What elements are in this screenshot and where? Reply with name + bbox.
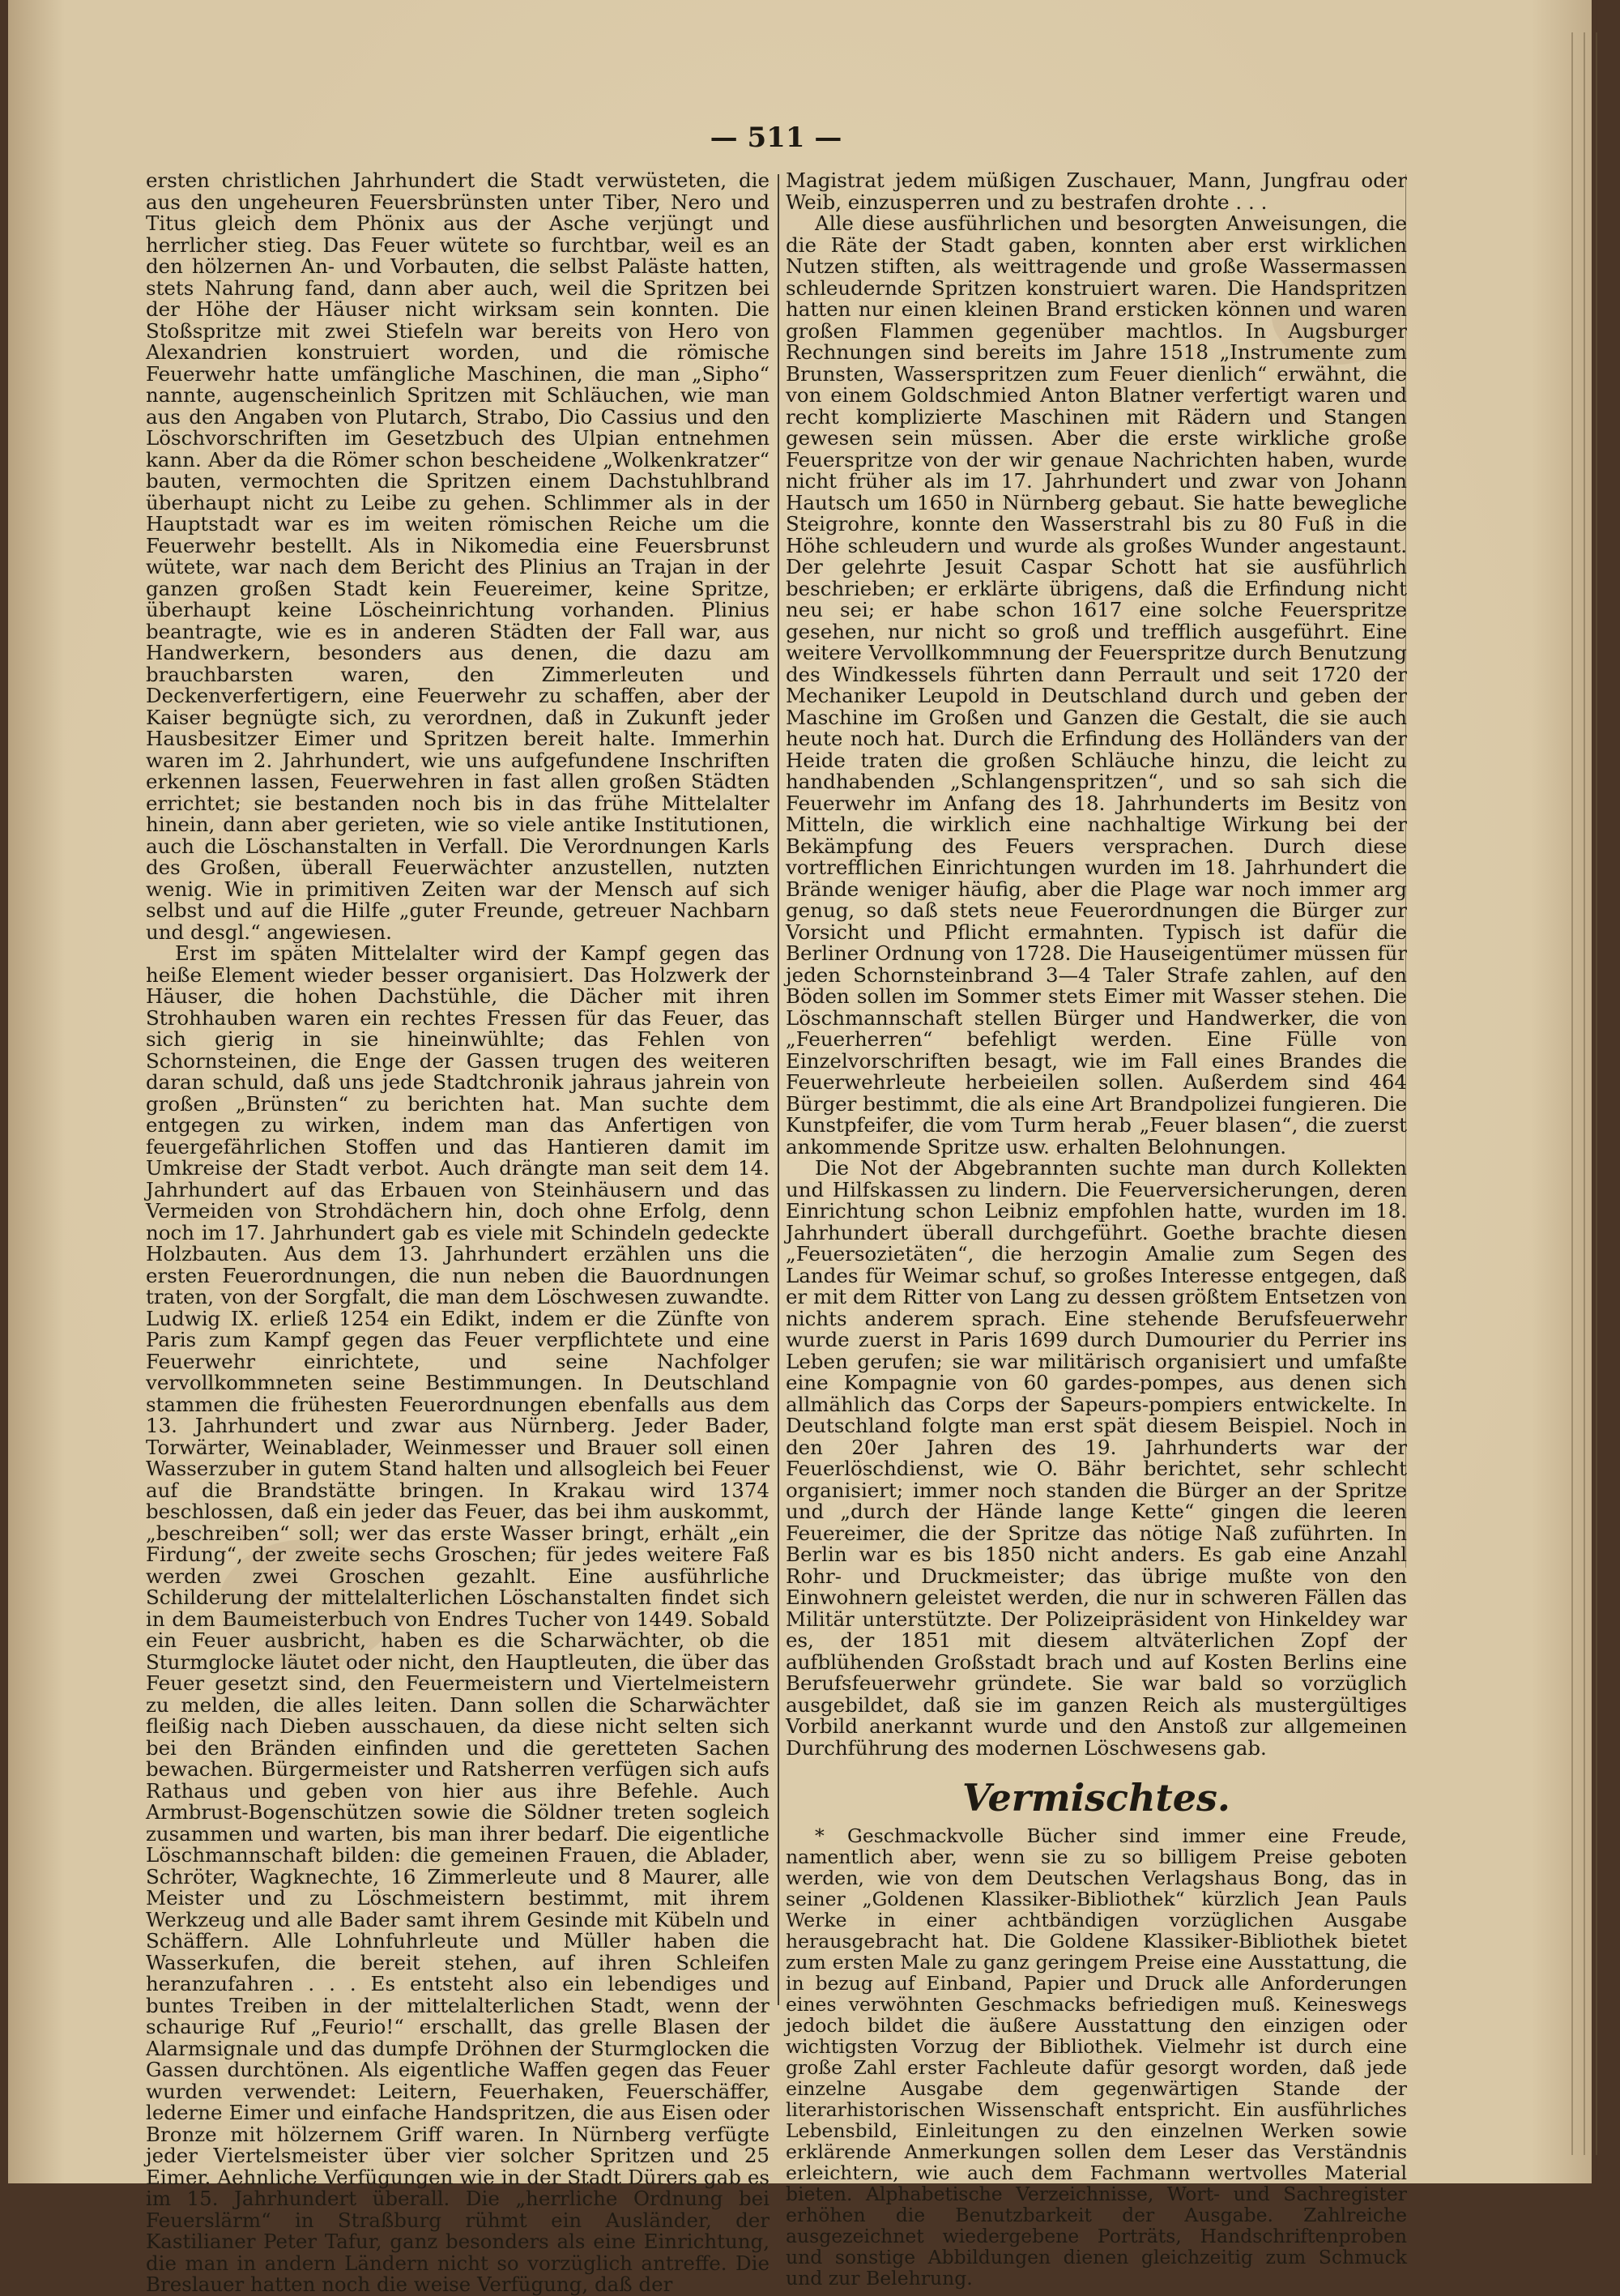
page-edge (1571, 32, 1583, 2155)
paragraph: Die Not der Abgebrannten suchte man durch Kollekten und Hilfskassen zu lindern. Die Feuerversicherungen, deren Einrichtung schon Leibniz empfohlen hatte, wurden im 18. Jahrhundert überall durchgeführt. Goethe brachte diesen „Feuersozietäten“, die herzogin Amalie zum Segen des Landes für Weimar schuf, so großes Interesse entgegen, daß er mit dem Ritter von Lang zu dessen größtem Entsetzen von nichts anderem sprach. Eine stehende Berufsfeuerwehr wurde zuerst in Paris 1699 durch Dumourier du Perrier ins Leben gerufen; sie war militärisch organisiert und umfaßte eine Kompagnie von 60 gardes-pompes, aus denen sich allmählich das Corps der Sapeurs-pompiers entwickelte. In Deutschland folgte man erst spät diesem Beispiel. Noch in den 20er Jahren des 19. Jahrhunderts war der Feuerlöschdienst, wie O. Bähr berichtet, sehr schlecht organisiert; immer noch standen die Bürger an der Spritze und „durch der Hände lange Kette“ gingen die leeren Feuereimer, die der Spritze das nötige Naß zuführten. In Berlin war es bis 1850 nicht anders. Es gab eine Anzahl Rohr- und Druckmeister; das übrige mußte von den Einwohnern geleistet werden, die nur in schweren Fällen das Militär unterstützte. Der Polizeipräsident von Hinkeldey war es, der 1851 mit diesem altväterlichen Zopf der aufblühenden Großstadt brach und auf Kosten Berlins eine Berufsfeuerwehr gründete. Sie war bald so vorzüglich ausgebildet, daß sie im ganzen Reich als mustergültiges Vorbild anerkannt wurde und den Anstoß zur allgemeinen Durchführung des modernen Löschwesens gab. (786, 1156, 1407, 1760)
page-number: — 511 — (710, 122, 842, 154)
column-divider (778, 174, 779, 2005)
page-edge (1596, 32, 1607, 2155)
paragraph: ersten christlichen Jahrhundert die Stadt verwüsteten, die aus den ungeheuren Feuersbrünsten unter Tiber, Nero und Titus gleich dem Phönix aus der Asche verjüngt und herrlicher stieg. Das Feuer wütete so furchtbar, weil es an den hölzernen An- und Vorbauten, die selbst Paläste hatten, stets Nahrung fand, dann aber auch, weil die Spritzen bei der Höhe der Häuser nicht wirksam sein konnten. Die Stoßspritze mit zwei Stiefeln war bereits von Hero von Alexandrien konstruiert worden, und die römische Feuerwehr hatte umfängliche Maschinen, die man „Sipho“ nannte, augenscheinlich Spritzen mit Schläuchen, wie man aus den Angaben von Plutarch, Strabo, Dio Cassius und den Löschvorschriften im Gesetzbuch des Ulpian entnehmen kann. Aber da die Römer schon bescheidene „Wolkenkratzer“ bauten, vermochten die Spritzen einem Dachstuhlbrand überhaupt nicht zu Leibe zu gehen. Schlimmer als in der Hauptstadt war es im weiten römischen Reiche um die Feuerwehr bestellt. Als in Nikomedia eine Feuersbrunst wütete, war nach dem Bericht des Plinius an Trajan in der ganzen großen Stadt kein Feuereimer, keine Spritze, überhaupt keine Löscheinrichtung vorhanden. Plinius beantragte, wie es in anderen Städten der Fall war, aus Handwerkern, besonders aus denen, die dazu am brauchbarsten waren, den Zimmerleuten und Deckenverfertigern, eine Feuerwehr zu schaffen, aber der Kaiser begnügte sich, zu verordnen, daß in Zukunft jeder Hausbesitzer Eimer und Spritzen bereit halte. Immerhin waren im 2. Jahrhundert, wie uns aufgefundene Inschriften erkennen lassen, Feuerwehren in fast allen großen Städten errichtet; sie bestanden noch bis in das frühe Mittelalter hinein, dann aber gerieten, wie so viele antike Institutionen, auch die Löschanstalten in Verfall. Die Verordnungen Karls des Großen, überall Feuerwächter anzustellen, nutzten wenig. Wie in primitiven Zeiten war der Mensch auf sich selbst und auf die Hilfe „guter Freunde, getreuer Nachbarn und desgl.“ angewiesen. (146, 169, 770, 944)
paragraph: Erst im späten Mittelalter wird der Kampf gegen das heiße Element wieder besser organisiert. Das Holzwerk der Häuser, die hohen Dachstühle, die Dächer mit ihren Strohhauben waren ein rechtes Fressen für das Feuer, das sich gierig in sie hineinwühlte; das Fehlen von Schornsteinen, die Enge der Gassen trugen des weiteren daran schuld, daß uns jede Stadtchronik jahraus jahrein von großen „Brünsten“ zu berichten hat. Man suchte dem entgegen zu wirken, indem man das Anfertigen von feuergefährlichen Stoffen und das Hantieren damit im Umkreise der Stadt verbot. Auch drängte man seit dem 14. Jahrhundert auf das Erbauen von Steinhäusern und das Vermeiden von Strohdächern hin, doch ohne Erfolg, denn noch im 17. Jahrhundert gab es viele mit Schindeln gedeckte Holzbauten. Aus dem 13. Jahrhundert erzählen uns die ersten Feuerordnungen, die nun neben die Bauordnungen traten, von der Sorgfalt, die man dem Löschwesen zuwandte. Ludwig IX. erließ 1254 ein Edikt, indem er die Zünfte von Paris zum Kampf gegen das Feuer verpflichtete und eine Feuerwehr einrichtete, und seine Nachfolger vervollkommneten seine Bestimmungen. In Deutschland stammen die frühesten Feuerordnungen ebenfalls aus dem 13. Jahrhundert und zwar aus Nürnberg. Jeder Bader, Torwärter, Weinablader, Weinmesser und Brauer soll einen Wasserzuber in gutem Stand halten und allsogleich bei Feuer auf die Brandstätte bringen. In Krakau wird 1374 beschlossen, daß ein jeder das Feuer, das bei ihm auskommt, „beschreiben“ soll; wer das erste Wasser bringt, erhält „ein Firdung“, der zweite sechs Groschen; für jedes weitere Faß werden zwei Groschen gezahlt. Eine ausführliche Schilderung der mittelalterlichen Löschanstalten findet sich in dem Baumeisterbuch von Endres Tucher von 1449. Sobald ein Feuer ausbricht, haben es die Scharwächter, ob die Sturmglocke läutet oder nicht, den Hauptleuten, die über das Feuer gesetzt sind, den Feuermeistern und Viertelmeistern zu melden, die alles leiten. Dann sollen die Scharwächter fleißig nach Dieben ausschauen, da diese nicht selten sich bei den Bränden einfinden und die geretteten Sachen bewachen. Bürgermeister und Ratsherren verfügen sich aufs Rathaus und geben von hier aus ihre Befehle. Auch Armbrust-Bogenschützen sowie die Söldner treten sogleich zusammen und warten, bis man ihrer bedarf. Die eigentliche Löschmannschaft bilden: die gemeinen Frauen, die Ablader, Schröter, Wagknechte, 16 Zimmerleute und 8 Maurer, alle Meister und zu Löschmeistern bestimmt, mit ihrem Werkzeug und alle Bader samt ihrem Gesinde mit Kübeln und Schäffern. Alle Lohnfuhrleute und Müller haben die Wasserkufen, die bereit stehen, auf ihren Schleifen heranzufahren . . . Es entsteht also ein lebendiges und buntes Treiben in der mittelalterlichen Stadt, wenn der schaurige Ruf „Feurio!“ erschallt, das grelle Blasen der Alarmsignale und das dumpfe Dröhnen der Sturmglocken die Gassen durchtönen. Als eigentliche Waffen gegen das Feuer wurden verwendet: Leitern, Feuerhaken, Feuerschäffer, lederne Eimer und einfache Handspritzen, die aus Eisen oder Bronze mit hölzernem Griff waren. In Nürnberg verfügte jeder Viertelsmeister über vier solcher Spritzen und 25 Eimer. Aehnliche Verfügungen wie in der Stadt Dürers gab es im 15. Jahrhundert überall. Die „herrliche Ordnung bei Feuerslärm“ in Straßburg rühmt ein Ausländer, der Kastilianer Peter Tafur, ganz besonders als eine Einrichtung, die man in andern Ländern nicht so vorzüglich antreffe. Die Breslauer hatten noch die weise Verfügung, daß der (146, 941, 770, 2296)
section-heading: Vermischtes. (962, 1776, 1230, 1820)
right-column (786, 169, 1407, 2290)
page-edge (1584, 32, 1595, 2155)
left-column (146, 169, 770, 2296)
book-page (8, 0, 1592, 2296)
paragraph: Alle diese ausführlichen und besorgten Anweisungen, die die Räte der Stadt gaben, konnten aber erst wirklichen Nutzen stiften, als weittragende und große Wassermassen schleudernde Spritzen konstruiert waren. Die Handspritzen hatten nur einen kleinen Brand ersticken können und waren großen Flammen gegenüber machtlos. In Augsburger Rechnungen sind bereits im Jahre 1518 „Instrumente zum Brunsten, Wasserspritzen zum Feuer dienlich“ erwähnt, die von einem Goldschmied Anton Blatner verfertigt waren und recht komplizierte Maschinen mit Rädern und Stangen gewesen sein müssen. Aber die erste wirkliche große Feuerspritze von der wir genaue Nachrichten haben, wurde nicht früher als im 17. Jahrhundert und zwar von Johann Hautsch um 1650 in Nürnberg gebaut. Sie hatte bewegliche Steigrohre, konnte den Wasserstrahl bis zu 80 Fuß in die Höhe schleudern und wurde als großes Wunder angestaunt. Der gelehrte Jesuit Caspar Schott hat sie ausführlich beschrieben; er erklärte übrigens, daß die Erfindung nicht neu sei; er habe schon 1617 eine solche Feuerspritze gesehen, nur nicht so groß und trefflich ausgeführt. Eine weitere Vervollkommnung der Feuerspritze durch Benutzung des Windkessels führten dann Perrault und seit 1720 der Mechaniker Leupold in Deutschland durch und geben der Maschine im Großen und Ganzen die Gestalt, die sie auch heute noch hat. Durch die Erfindung des Holländers van der Heide traten die großen Schläuche hinzu, die leicht zu handhabenden „Schlangenspritzen“, und so sah sich die Feuerwehr im Anfang des 18. Jahrhunderts im Besitz von Mitteln, die wirklich eine nachhaltige Wirkung bei der Bekämpfung des Feuers versprachen. Durch diese vortrefflichen Einrichtungen wurden im 18. Jahrhundert die Brände weniger häufig, aber die Plage war noch immer arg genug, so daß stets neue Feuerordnungen die Bürger zur Vorsicht und Pflicht ermahnten. Typisch ist dafür die Berliner Ordnung von 1728. Die Hauseigentümer müssen für jeden Schornsteinbrand 3—4 Taler Strafe zahlen, auf den Böden sollen im Sommer stets Eimer mit Wasser stehen. Die Löschmannschaft stellen Bürger und Handwerker, die von „Feuerherren“ befehligt werden. Eine Fülle von Einzelvorschriften besagt, wie im Fall eines Brandes die Feuerwehrleute herbeieilen sollen. Außerdem sind 464 Bürger bestimmt, die als eine Art Brandpolizei fungieren. Die Kunstpfeifer, die vom Turm herab „Feuer blasen“, die zuerst ankommende Spritze usw. erhalten Belohnungen. (786, 211, 1407, 1159)
paragraph: Magistrat jedem müßigen Zuschauer, Mann, Jungfrau oder Weib, einzusperren und zu bestrafen drohte . . . (786, 169, 1407, 214)
paragraph: * Geschmackvolle Bücher sind immer eine Freude, namentlich aber, wenn sie zu so billigem Preise geboten werden, wie von dem Deutschen Verlagshaus Bong, das in seiner „Goldenen Klassiker-Bibliothek“ kürzlich Jean Pauls Werke in einer achtbändigen vorzüglichen Ausgabe herausgebracht hat. Die Goldene Klassiker-Bibliothek bietet zum ersten Male zu ganz geringem Preise eine Ausstattung, die in bezug auf Einband, Papier und Druck alle Anforderungen eines verwöhnten Geschmacks befriedigen muß. Keineswegs jedoch bildet die äußere Ausstattung den einzigen oder wichtigsten Vorzug der Bibliothek. Vielmehr ist durch eine große Zahl erster Fachleute dafür gesorgt worden, daß jede einzelne Ausgabe dem gegenwärtigen Stande der literarhistorischen Wissenschaft entspricht. Ein ausführliches Lebensbild, Einleitungen zu den einzelnen Werken sowie erklärende Anmerkungen sollen dem Leser das Verständnis erleichtern, wie auch dem Fachmann wertvolles Material bieten. Alphabetische Verzeichnisse, Wort- und Sachregister erhöhen die Benutzbarkeit der Ausgabe. Zahlreiche ausgezeichnet wiedergebene Porträts, Handschriftenproben und sonstige Abbildungen dienen gleichzeitig zum Schmuck und zur Belehrung. (786, 1824, 1407, 2290)
